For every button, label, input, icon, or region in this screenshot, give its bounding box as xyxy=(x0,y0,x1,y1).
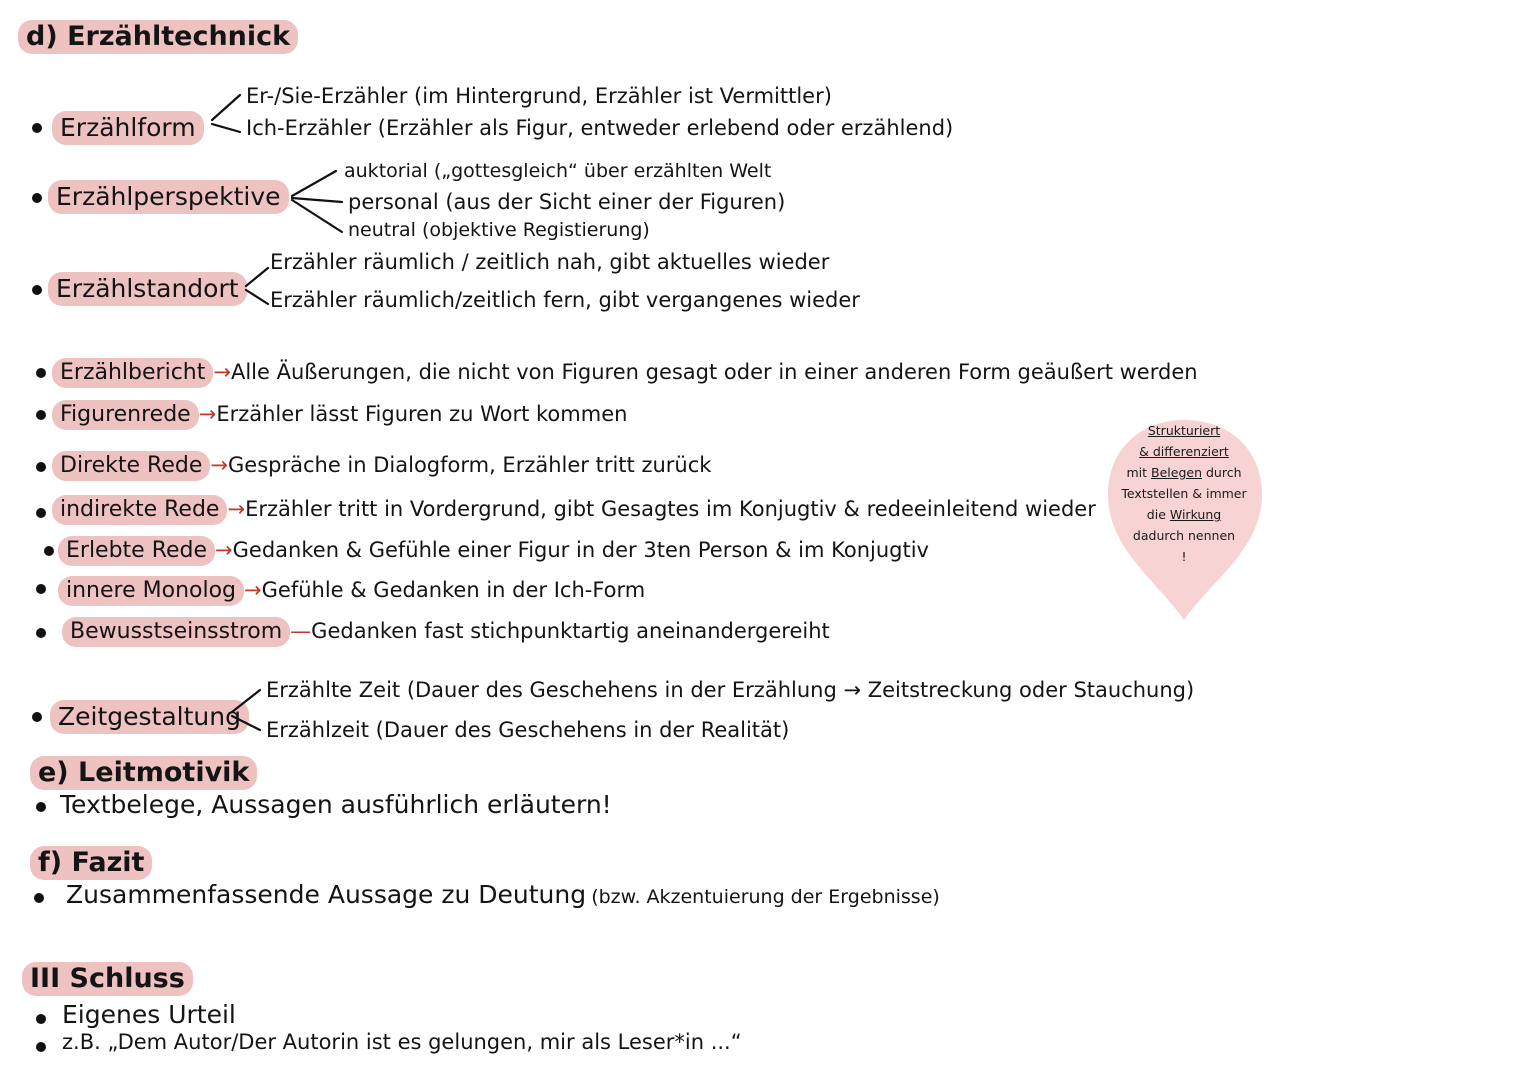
term-row xyxy=(52,358,1198,388)
bullet xyxy=(32,285,42,295)
section-iii-heading: III Schluss xyxy=(22,962,193,996)
erzaehlstandort-item: Erzähler räumlich/zeitlich fern, gibt vergangenes wieder xyxy=(270,288,860,312)
note-text: die xyxy=(1146,507,1166,522)
term-label: Erzählbericht xyxy=(52,358,213,388)
zeitgestaltung-item: Erzählte Zeit (Dauer des Geschehens in der Erzählung → Zeitstreckung oder Stauchung) xyxy=(266,678,1195,702)
arrow-icon: → xyxy=(227,497,246,521)
erzaehlform-item: Ich-Erzähler (Erzähler als Figur, entweder erlebend oder erzählend) xyxy=(246,116,954,140)
section-e-bullet: Textbelege, Aussagen ausführlich erläutern! xyxy=(60,790,612,819)
erzaehlform-label: Erzählform xyxy=(52,111,204,145)
term-label: indirekte Rede xyxy=(52,495,227,525)
arrow-icon: → xyxy=(198,402,217,426)
note-line: Strukturiert xyxy=(1147,423,1221,438)
erzaehlperspektive-item: neutral (objektive Registierung) xyxy=(348,219,650,241)
note-text: Wirkung xyxy=(1169,507,1222,522)
term-row xyxy=(52,495,1096,525)
bullet xyxy=(36,462,46,472)
bullet xyxy=(32,712,42,722)
term-text: Erzähler tritt in Vordergrund, gibt Gesagtes im Konjugtiv & redeeinleitend wieder xyxy=(245,497,1096,521)
note-bubble xyxy=(1104,420,1264,567)
section-d-heading: d) Erzähltechnick xyxy=(18,20,298,54)
term-text: Erzähler lässt Figuren zu Wort kommen xyxy=(216,402,628,426)
bullet xyxy=(36,628,46,638)
note-line: dadurch nennen xyxy=(1132,528,1236,543)
note-line: & differenziert xyxy=(1139,444,1229,459)
section-e-heading: e) Leitmotivik xyxy=(30,756,257,790)
term-text: Gefühle & Gedanken in der Ich-Form xyxy=(261,578,646,602)
arrow-icon: → xyxy=(210,453,228,477)
erzaehlperspektive-label: Erzählperspektive xyxy=(48,180,289,214)
erzaehlform-item: Er-/Sie-Erzähler (im Hintergrund, Erzähler ist Vermittler) xyxy=(246,84,832,108)
term-row xyxy=(52,451,711,481)
bullet xyxy=(36,410,46,420)
bullet xyxy=(34,893,44,903)
arrow-icon: → xyxy=(213,360,231,384)
term-label: innere Monolog xyxy=(58,576,244,606)
term-text: Gedanken fast stichpunktartig aneinandergereiht xyxy=(311,619,830,643)
bullet xyxy=(36,1014,46,1024)
term-label: Figurenrede xyxy=(52,400,199,430)
term-label: Direkte Rede xyxy=(52,451,210,481)
bullet xyxy=(44,546,54,556)
section-f-heading: f) Fazit xyxy=(30,846,152,880)
erzaehlstandort-item: Erzähler räumlich / zeitlich nah, gibt aktuelles wieder xyxy=(270,250,830,274)
bullet xyxy=(36,1042,46,1052)
term-text: Gedanken & Gefühle einer Figur in der 3ten Person & im Konjugtiv xyxy=(232,538,929,562)
term-text: Alle Äußerungen, die nicht von Figuren gesagt oder in einer anderen Form geäußert werden xyxy=(230,360,1198,384)
term-row xyxy=(52,400,627,430)
note-text: Belegen xyxy=(1151,465,1202,480)
bullet xyxy=(32,193,42,203)
fazit-small-text: (bzw. Akzentuierung der Ergebnisse) xyxy=(591,886,940,908)
schluss-item: z.B. „Dem Autor/Der Autorin ist es gelungen, mir als Leser*in ...“ xyxy=(62,1030,742,1054)
term-row xyxy=(62,617,830,647)
bullet xyxy=(36,802,46,812)
fazit-main-text: Zusammenfassende Aussage zu Deutung xyxy=(66,880,587,909)
term-row xyxy=(58,576,645,606)
arrow-icon: → xyxy=(215,538,233,562)
note-line: Textstellen & immer xyxy=(1121,486,1247,501)
bullet xyxy=(36,584,46,594)
erzaehlperspektive-item: personal (aus der Sicht einer der Figuren) xyxy=(348,190,786,214)
term-label: Erlebte Rede xyxy=(58,536,215,566)
bullet xyxy=(36,368,46,378)
zeitgestaltung-label: Zeitgestaltung xyxy=(50,700,249,734)
erzaehlperspektive-item: auktorial („gottesgleich“ über erzählten Welt xyxy=(344,160,772,182)
schluss-item: Eigenes Urteil xyxy=(62,1000,236,1029)
note-line: ! xyxy=(1181,549,1187,564)
term-row xyxy=(58,536,929,566)
note-text: durch xyxy=(1205,465,1242,480)
zeitgestaltung-item: Erzählzeit (Dauer des Geschehens in der Realität) xyxy=(266,718,790,742)
note-text: mit xyxy=(1126,465,1148,480)
bullet xyxy=(36,508,46,518)
bracket-zeitgestaltung xyxy=(0,0,1,1)
erzaehlstandort-label: Erzählstandort xyxy=(48,272,247,306)
term-label: Bewusstseinsstrom xyxy=(62,617,290,647)
term-text: Gespräche in Dialogform, Erzähler tritt zurück xyxy=(228,453,712,477)
dash-icon: — xyxy=(290,619,312,643)
section-f-bullet xyxy=(66,878,940,912)
arrow-icon: → xyxy=(244,578,262,602)
bullet xyxy=(32,123,42,133)
